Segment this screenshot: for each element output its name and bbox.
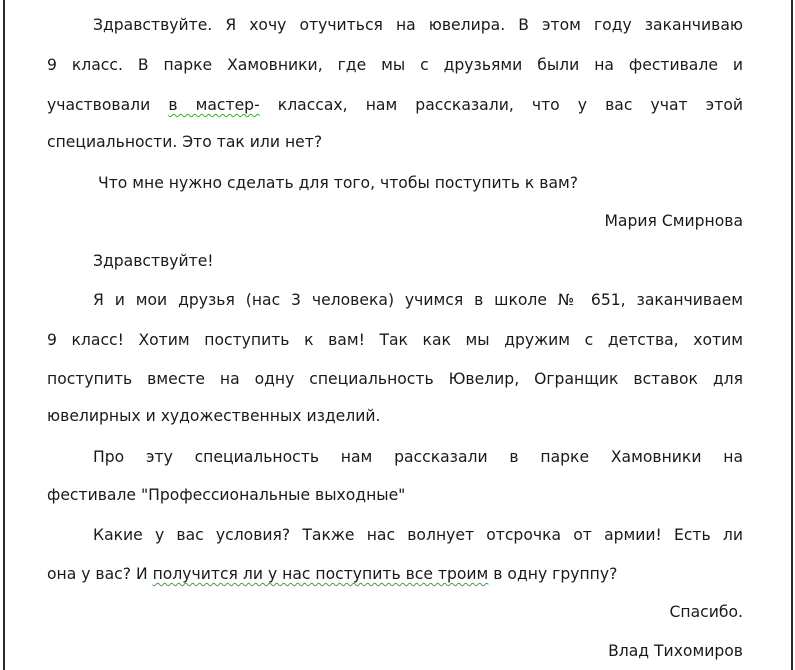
letter1-paragraph1-line4: специальности. Это так или нет? (47, 133, 323, 151)
letter1-signature: Мария Смирнова (604, 212, 743, 230)
right-window-edge (791, 0, 793, 670)
letter2-paragraph2-line1: Про эту специальность нам рассказали в парке Хамовники на (93, 448, 743, 466)
text-segment: классах, нам рассказали, что у вас учат этой (259, 96, 743, 114)
letter2-paragraph2-line2: фестивале "Профессиональные выходные" (47, 486, 406, 504)
letter1-paragraph2: Что мне нужно сделать для того, чтобы поступить к вам? (98, 174, 579, 192)
letter2-paragraph1-line1: Я и мои друзья (нас 3 человека) учимся в школе № 651, заканчиваем (93, 291, 743, 309)
left-window-edge (3, 0, 5, 670)
grammar-flagged-text: получится ли у нас поступить все троим (152, 565, 489, 583)
letter1-paragraph1-line3 (47, 94, 743, 116)
letter2-signature: Влад Тихомиров (608, 642, 743, 660)
letter2-paragraph3-line2 (47, 563, 743, 585)
grammar-flagged-text: в мастер- (168, 96, 260, 114)
letter2-thanks: Спасибо. (669, 603, 743, 621)
letter2-paragraph1-line4: ювелирных и художественных изделий. (47, 407, 381, 425)
letter1-paragraph1-line1: Здравствуйте. Я хочу отучиться на ювелира. В этом году заканчиваю (93, 16, 743, 34)
letter1-paragraph1-line2: 9 класс. В парке Хамовники, где мы с друзьями были на фестивале и (47, 56, 743, 74)
text-segment: она у вас? И (47, 565, 153, 583)
letter2-greeting: Здравствуйте! (93, 252, 214, 270)
text-segment: в одну группу? (488, 565, 618, 583)
letter2-paragraph1-line3: поступить вместе на одну специальность Ювелир, Огранщик вставок для (47, 370, 743, 388)
letter2-paragraph1-line2: 9 класс! Хотим поступить к вам! Так как мы дружим с детства, хотим (47, 331, 743, 349)
letter2-paragraph3-line1: Какие у вас условия? Также нас волнует отсрочка от армии! Есть ли (93, 526, 743, 544)
text-segment: участвовали (47, 96, 169, 114)
